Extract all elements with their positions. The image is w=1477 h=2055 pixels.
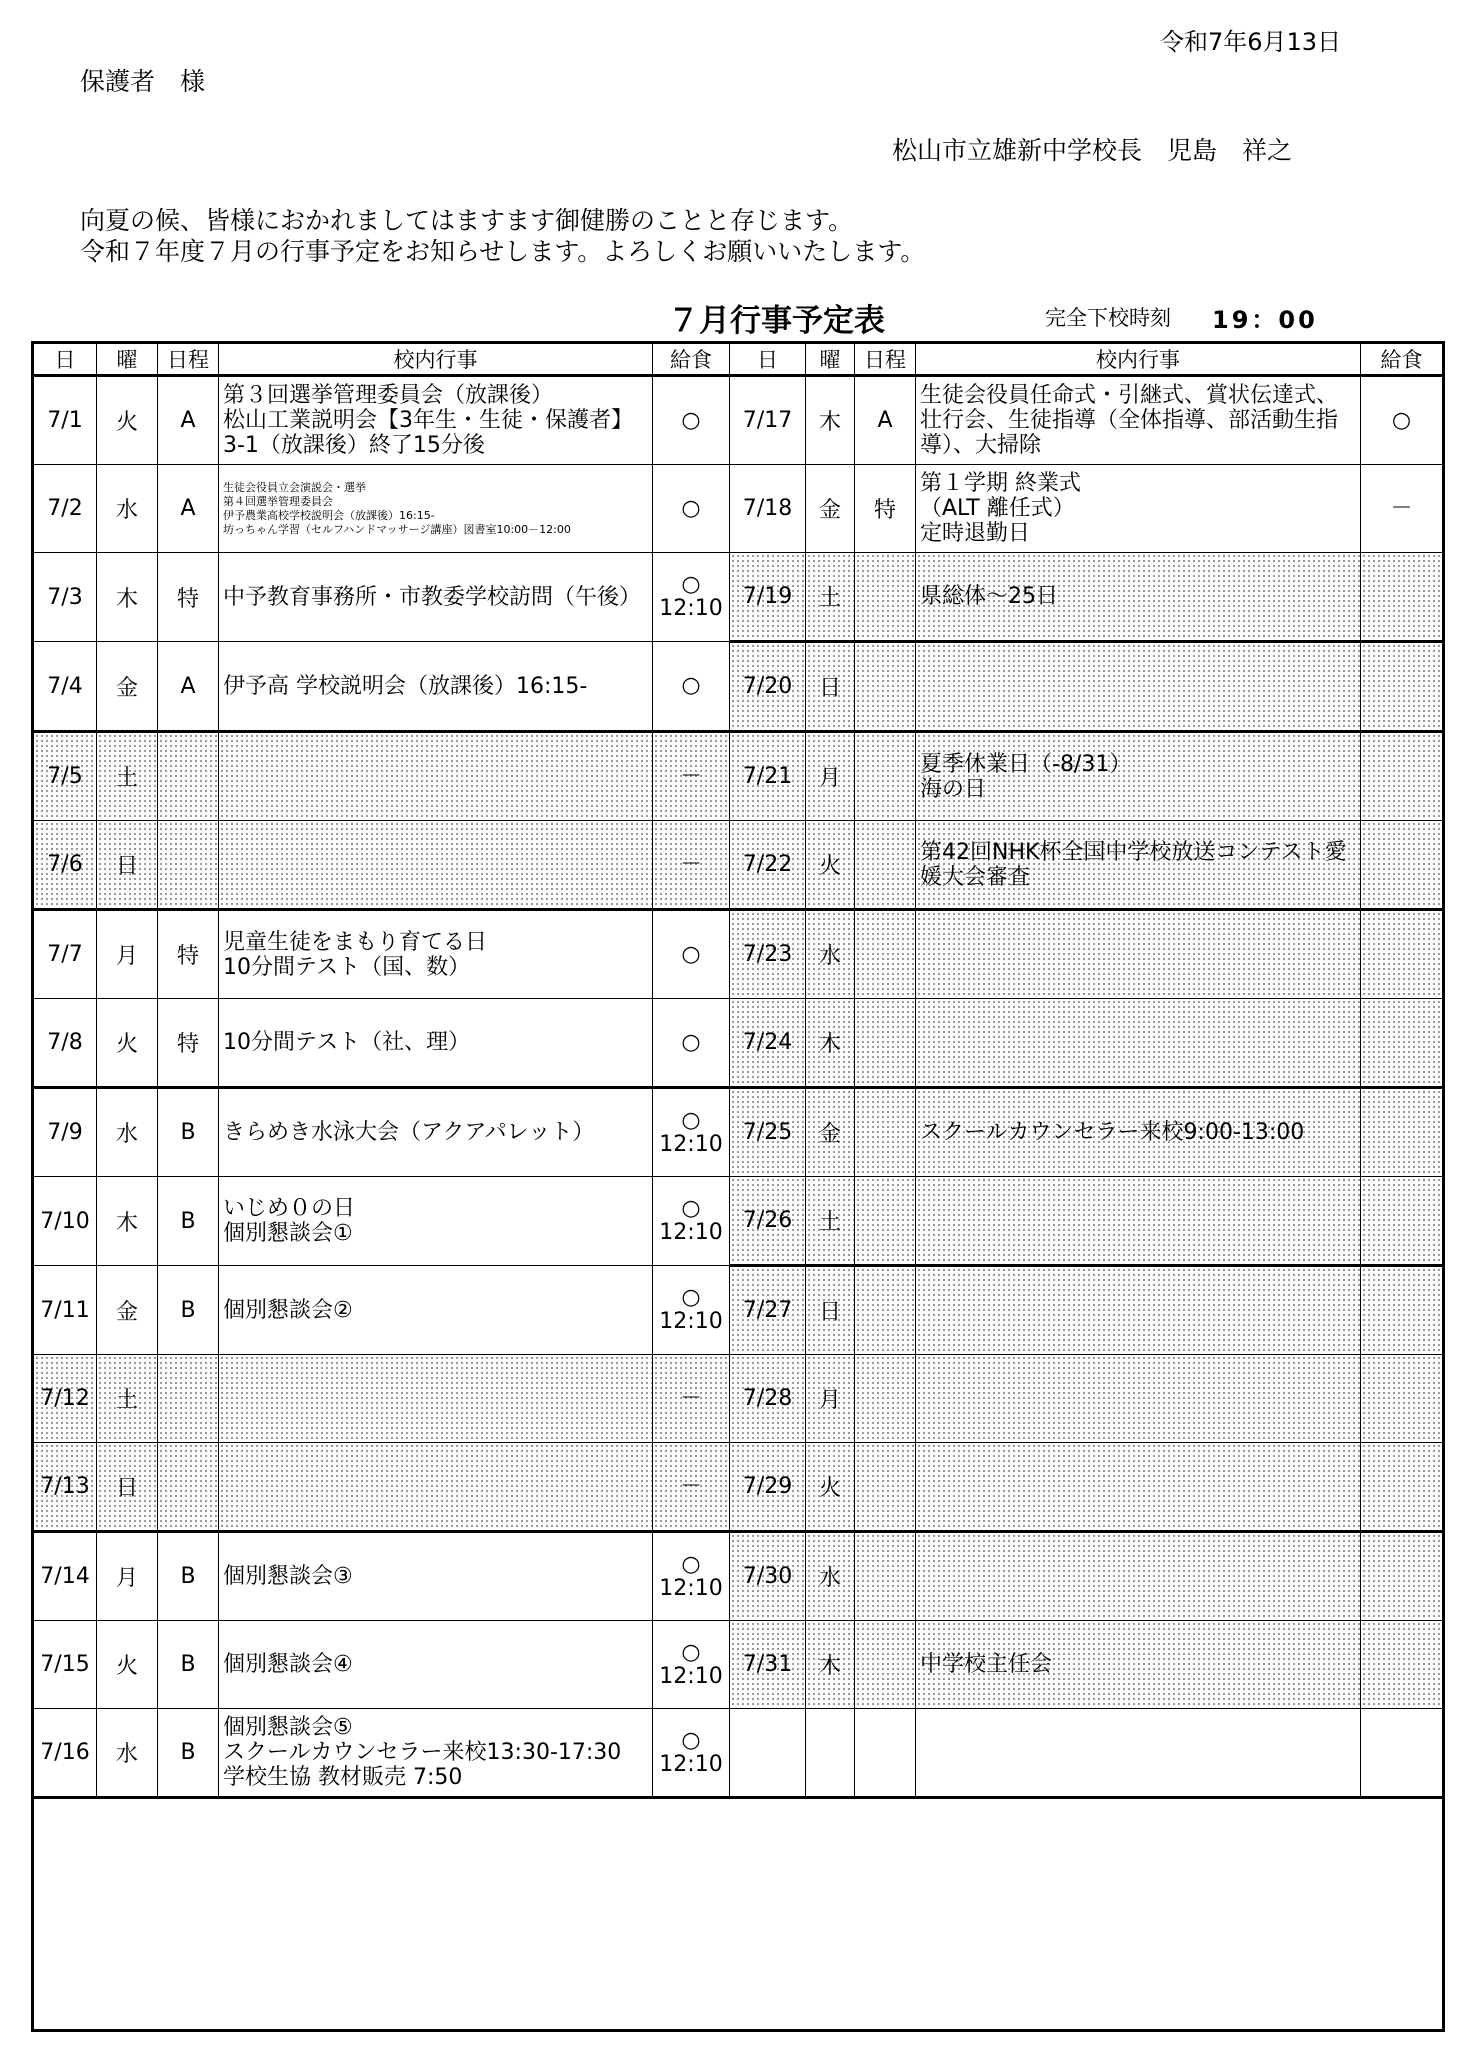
event-text: 夏季休業日（-8/31） — [920, 751, 1132, 777]
date-cell — [730, 1709, 806, 1798]
lunch-time: 12:10 — [659, 1131, 723, 1157]
dow-cell: 火 — [806, 821, 855, 910]
dow-cell: 金 — [97, 642, 158, 732]
event-cell — [916, 376, 1361, 465]
sender: 松山市立雄新中学校長 児島 祥之 — [892, 136, 1293, 165]
lunch-time: 12:10 — [659, 1663, 723, 1689]
table-row — [33, 1532, 1444, 1621]
lunch-cell — [1361, 1355, 1444, 1443]
event-text: 生徒会役員立会演説会・選挙 — [223, 480, 366, 494]
date-cell: 7/25 — [730, 1088, 806, 1177]
date-cell: 7/19 — [730, 553, 806, 642]
lunch-cell — [653, 910, 730, 999]
dow-cell: 水 — [806, 910, 855, 999]
date-cell: 7/17 — [730, 376, 806, 465]
lunch-mark: ○ — [681, 1551, 701, 1577]
dow-cell: 木 — [97, 1177, 158, 1266]
event-cell — [219, 376, 653, 465]
table-row — [33, 732, 1444, 821]
col-header-events: 校内行事 — [916, 343, 1361, 376]
event-cell — [219, 1621, 653, 1709]
event-cell — [916, 1088, 1361, 1177]
lunch-mark: ○ — [681, 1639, 701, 1665]
event-text: きらめき水泳大会（アクアパレット） — [223, 1120, 595, 1145]
lunch-cell — [1361, 1266, 1444, 1355]
event-text: 中学校主任会 — [920, 1652, 1053, 1677]
event-cell — [916, 1266, 1361, 1355]
schedule-cell — [855, 1088, 916, 1177]
lunch-time: 12:10 — [659, 1309, 723, 1334]
schedule-cell — [855, 642, 916, 732]
lunch-cell — [1361, 732, 1444, 821]
schedule-cell — [855, 999, 916, 1088]
dow-cell: 木 — [806, 999, 855, 1088]
date-cell: 7/8 — [33, 999, 97, 1088]
date-cell: 7/20 — [730, 642, 806, 732]
event-text: 坊っちゃん学習（セルフハンドマッサージ講座）図書室10:00－12:00 — [223, 522, 571, 536]
col-header-date: 日 — [730, 343, 806, 376]
schedule-cell: B — [158, 1532, 219, 1621]
col-header-events: 校内行事 — [219, 343, 653, 376]
col-header-lunch: 給食 — [653, 343, 730, 376]
event-text: 10分間テスト（社、理） — [223, 1030, 471, 1055]
date-cell: 7/26 — [730, 1177, 806, 1266]
lunch-mark: ○ — [681, 572, 701, 597]
event-cell — [916, 465, 1361, 553]
event-cell — [219, 553, 653, 642]
event-text: 生徒会役員任命式・引継式、賞状伝達式、壮行会、生徒指導（全体指導、部活動生指導）、大掃除 — [920, 383, 1339, 458]
schedule-cell — [855, 1177, 916, 1266]
event-text: スクールカウンセラー来校13:30-17:30 — [223, 1740, 622, 1765]
schedule-cell — [855, 1443, 916, 1532]
schedule-cell — [855, 1532, 916, 1621]
lunch-cell — [653, 821, 730, 910]
schedule-cell: B — [158, 1266, 219, 1355]
lunch-cell — [653, 553, 730, 642]
date-cell: 7/10 — [33, 1177, 97, 1266]
date-cell: 7/13 — [33, 1443, 97, 1532]
event-text: 児童生徒をまもり育てる日 — [223, 929, 488, 955]
lunch-cell — [1361, 1621, 1444, 1709]
event-text: 学校生協 教材販売 7:50 — [223, 1765, 463, 1790]
dow-cell: 日 — [97, 1443, 158, 1532]
leave-time-value: 19：00 — [1212, 306, 1318, 334]
dow-cell: 月 — [97, 910, 158, 999]
event-cell — [219, 465, 653, 553]
lunch-cell — [653, 642, 730, 732]
notes-row — [33, 1798, 1444, 2031]
event-text: 個別懇談会② — [223, 1297, 353, 1323]
event-cell — [916, 1621, 1361, 1709]
event-text: 10分間テスト（国、数） — [223, 954, 471, 980]
date-cell: 7/4 — [33, 642, 97, 732]
lunch-mark: ○ — [681, 1107, 701, 1133]
schedule-cell — [158, 1443, 219, 1532]
lunch-mark: ○ — [1391, 407, 1412, 433]
date-cell: 7/2 — [33, 465, 97, 553]
event-text: スクールカウンセラー来校9:00-13:00 — [920, 1120, 1305, 1145]
event-text: 第３回選挙管理委員会（放課後） — [223, 383, 554, 408]
lunch-cell — [1361, 999, 1444, 1088]
date-cell: 7/3 — [33, 553, 97, 642]
greeting-line-2: 令和７年度７月の行事予定をお知らせします。よろしくお願いいたします。 — [80, 237, 926, 266]
lunch-mark: － — [679, 851, 702, 877]
table-row — [33, 999, 1444, 1088]
schedule-cell: 特 — [158, 999, 219, 1088]
dow-cell: 土 — [97, 1355, 158, 1443]
event-cell — [219, 821, 653, 910]
lunch-mark: － — [1390, 495, 1413, 521]
date-cell: 7/22 — [730, 821, 806, 910]
event-cell — [916, 732, 1361, 821]
schedule-cell — [855, 732, 916, 821]
date-cell: 7/18 — [730, 465, 806, 553]
dow-cell: 月 — [97, 1532, 158, 1621]
header-row — [33, 343, 1444, 376]
lunch-mark: － — [679, 1473, 702, 1499]
table-row — [33, 1088, 1444, 1177]
schedule-cell: B — [158, 1177, 219, 1266]
event-text: 定時退勤日 — [920, 521, 1031, 546]
date-cell: 7/30 — [730, 1532, 806, 1621]
event-cell — [219, 1177, 653, 1266]
event-text: 中予教育事務所・市教委学校訪問（午後） — [223, 584, 642, 610]
dow-cell: 日 — [806, 642, 855, 732]
table-row — [33, 1443, 1444, 1532]
greeting-line-1: 向夏の候、皆様におかれましてはますます御健勝のことと存じます。 — [80, 206, 854, 235]
lunch-time: 12:10 — [659, 596, 723, 621]
schedule-cell — [855, 1266, 916, 1355]
dow-cell: 木 — [97, 553, 158, 642]
lunch-time: 12:10 — [659, 1751, 723, 1777]
schedule-cell: B — [158, 1088, 219, 1177]
date-cell: 7/15 — [33, 1621, 97, 1709]
date-cell: 7/7 — [33, 910, 97, 999]
event-cell — [916, 1532, 1361, 1621]
event-text: 個別懇談会④ — [223, 1652, 353, 1677]
table-row — [33, 553, 1444, 642]
lunch-cell — [653, 1088, 730, 1177]
lunch-mark: ○ — [681, 1727, 701, 1753]
event-text: 第１学期 終業式 — [920, 471, 1081, 496]
event-cell — [219, 1443, 653, 1532]
dow-cell: 金 — [97, 1266, 158, 1355]
table-row — [33, 1355, 1444, 1443]
event-text: 県総体～25日 — [920, 584, 1058, 609]
event-text: （ALT 離任式） — [920, 496, 1075, 521]
dow-cell: 水 — [97, 1709, 158, 1798]
lunch-cell — [1361, 821, 1444, 910]
dow-cell: 土 — [806, 553, 855, 642]
col-header-lunch: 給食 — [1361, 343, 1444, 376]
event-cell — [916, 1355, 1361, 1443]
dow-cell: 水 — [97, 1088, 158, 1177]
dow-cell: 火 — [97, 376, 158, 465]
table-row — [33, 910, 1444, 999]
lunch-mark: ○ — [681, 1029, 701, 1055]
lunch-mark: ○ — [681, 495, 701, 521]
event-text: 海の日 — [920, 776, 987, 802]
dow-cell: 火 — [97, 1621, 158, 1709]
lunch-cell — [653, 1709, 730, 1798]
schedule-cell: A — [158, 642, 219, 732]
schedule-cell: B — [158, 1621, 219, 1709]
col-header-date: 日 — [33, 343, 97, 376]
lunch-cell — [1361, 1532, 1444, 1621]
schedule-cell: 特 — [158, 910, 219, 999]
dow-cell: 土 — [806, 1177, 855, 1266]
table-row — [33, 376, 1444, 465]
lunch-cell — [1361, 1177, 1444, 1266]
dow-cell: 火 — [806, 1443, 855, 1532]
schedule-cell — [855, 1621, 916, 1709]
schedule-cell: A — [855, 376, 916, 465]
schedule-cell: A — [158, 376, 219, 465]
event-cell — [916, 642, 1361, 732]
event-text: 個別懇談会③ — [223, 1564, 353, 1589]
table-row — [33, 1266, 1444, 1355]
dow-cell: 金 — [806, 465, 855, 553]
date-cell: 7/16 — [33, 1709, 97, 1798]
table-row — [33, 821, 1444, 910]
lunch-mark: ○ — [681, 941, 701, 967]
schedule-cell — [855, 1355, 916, 1443]
event-cell — [219, 1088, 653, 1177]
date-cell: 7/28 — [730, 1355, 806, 1443]
event-text: 個別懇談会⑤ — [223, 1715, 353, 1740]
table-row — [33, 1709, 1444, 1798]
dow-cell: 木 — [806, 1621, 855, 1709]
table-row — [33, 642, 1444, 732]
event-cell — [916, 1709, 1361, 1798]
lunch-cell — [1361, 1709, 1444, 1798]
event-cell — [219, 999, 653, 1088]
dow-cell: 木 — [806, 376, 855, 465]
event-cell — [219, 910, 653, 999]
event-text: 第42回NHK杯全国中学校放送コンテスト愛媛大会審査 — [920, 839, 1347, 890]
lunch-time: 12:10 — [659, 1220, 723, 1245]
lunch-cell — [653, 999, 730, 1088]
schedule-cell: B — [158, 1709, 219, 1798]
dow-cell: 金 — [806, 1088, 855, 1177]
schedule-cell — [158, 732, 219, 821]
event-cell — [916, 821, 1361, 910]
date-cell: 7/24 — [730, 999, 806, 1088]
event-cell — [219, 1266, 653, 1355]
schedule-cell — [158, 821, 219, 910]
schedule-cell — [855, 553, 916, 642]
lunch-time: 12:10 — [659, 1575, 723, 1601]
schedule-table — [31, 341, 1445, 2032]
event-cell — [916, 910, 1361, 999]
date-cell: 7/29 — [730, 1443, 806, 1532]
event-cell — [219, 642, 653, 732]
col-header-dow: 曜 — [806, 343, 855, 376]
schedule-cell: 特 — [855, 465, 916, 553]
schedule-cell — [158, 1355, 219, 1443]
notes-area — [33, 1798, 1444, 2031]
dow-cell: 土 — [97, 732, 158, 821]
lunch-cell — [653, 1621, 730, 1709]
event-cell — [916, 999, 1361, 1088]
document-date: 令和7年6月13日 — [1160, 28, 1342, 56]
lunch-mark: ○ — [681, 673, 701, 698]
lunch-cell — [1361, 376, 1444, 465]
date-cell: 7/27 — [730, 1266, 806, 1355]
lunch-cell — [653, 465, 730, 553]
lunch-mark: ○ — [681, 1196, 701, 1221]
event-cell — [916, 1443, 1361, 1532]
schedule-cell: 特 — [158, 553, 219, 642]
dow-cell: 火 — [97, 999, 158, 1088]
lunch-mark: － — [679, 763, 702, 789]
lunch-cell — [653, 376, 730, 465]
col-header-schedule: 日程 — [855, 343, 916, 376]
event-text: 伊予高 学校説明会（放課後）16:15- — [223, 673, 588, 699]
date-cell: 7/21 — [730, 732, 806, 821]
recipient: 保護者 様 — [80, 67, 206, 96]
lunch-cell — [653, 1177, 730, 1266]
date-cell: 7/12 — [33, 1355, 97, 1443]
event-text: いじめ０の日 — [223, 1196, 356, 1221]
col-header-schedule: 日程 — [158, 343, 219, 376]
event-text: 個別懇談会① — [223, 1221, 353, 1246]
event-cell — [916, 1177, 1361, 1266]
event-cell — [916, 553, 1361, 642]
event-text: 松山工業説明会【3年生・生徒・保護者】3-1（放課後）終了15分後 — [223, 408, 633, 458]
leave-time-label: 完全下校時刻 — [1045, 306, 1171, 330]
schedule-cell — [855, 821, 916, 910]
schedule-cell — [855, 1709, 916, 1798]
date-cell: 7/5 — [33, 732, 97, 821]
lunch-cell — [653, 1532, 730, 1621]
table-row — [33, 1177, 1444, 1266]
date-cell: 7/14 — [33, 1532, 97, 1621]
table-row — [33, 465, 1444, 553]
dow-cell: 日 — [806, 1266, 855, 1355]
lunch-cell — [653, 1443, 730, 1532]
col-header-dow: 曜 — [97, 343, 158, 376]
date-cell: 7/31 — [730, 1621, 806, 1709]
lunch-mark: － — [679, 1385, 702, 1411]
date-cell: 7/6 — [33, 821, 97, 910]
lunch-mark: ○ — [681, 1285, 701, 1310]
lunch-cell — [653, 1355, 730, 1443]
lunch-cell — [1361, 910, 1444, 999]
dow-cell: 水 — [97, 465, 158, 553]
table-title: ７月行事予定表 — [668, 303, 885, 339]
dow-cell: 日 — [97, 821, 158, 910]
lunch-cell — [1361, 642, 1444, 732]
event-cell — [219, 1709, 653, 1798]
schedule-cell: A — [158, 465, 219, 553]
event-text: 第４回選挙管理委員会 — [223, 494, 333, 508]
dow-cell: 月 — [806, 1355, 855, 1443]
lunch-cell — [1361, 553, 1444, 642]
event-cell — [219, 732, 653, 821]
event-cell — [219, 1355, 653, 1443]
lunch-cell — [653, 732, 730, 821]
lunch-mark: ○ — [681, 407, 701, 433]
dow-cell — [806, 1709, 855, 1798]
event-cell — [219, 1532, 653, 1621]
date-cell: 7/9 — [33, 1088, 97, 1177]
event-text: 伊予農業高校学校説明会（放課後）16:15- — [223, 508, 435, 522]
lunch-cell — [1361, 465, 1444, 553]
lunch-cell — [653, 1266, 730, 1355]
schedule-cell — [855, 910, 916, 999]
table-row — [33, 1621, 1444, 1709]
date-cell: 7/1 — [33, 376, 97, 465]
date-cell: 7/11 — [33, 1266, 97, 1355]
lunch-cell — [1361, 1088, 1444, 1177]
date-cell: 7/23 — [730, 910, 806, 999]
dow-cell: 月 — [806, 732, 855, 821]
dow-cell: 水 — [806, 1532, 855, 1621]
lunch-cell — [1361, 1443, 1444, 1532]
